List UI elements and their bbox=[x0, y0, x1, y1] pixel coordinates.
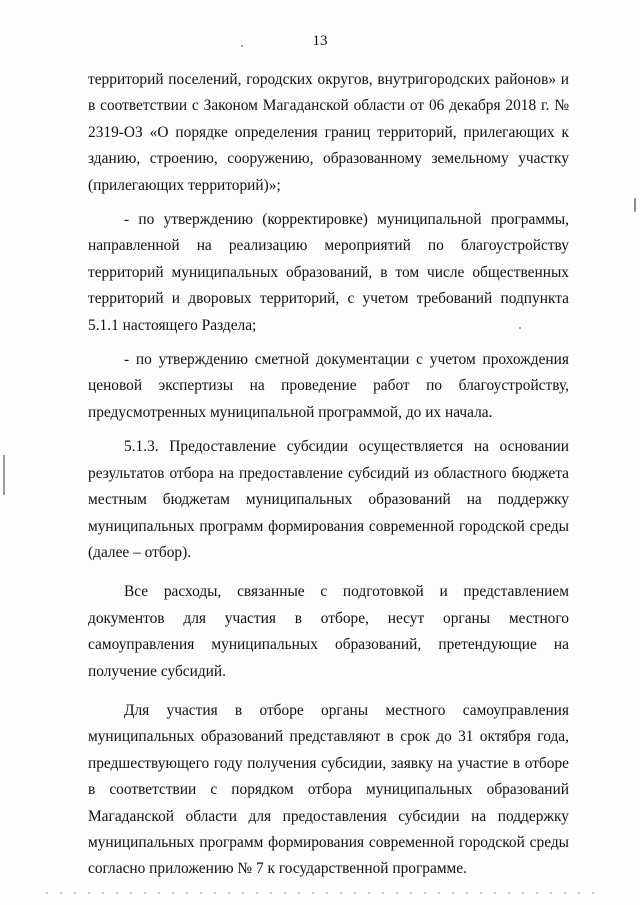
document-body bbox=[88, 67, 569, 883]
paragraph-5-1-3: 5.1.3. Предоставление субсидии осуществляется на основании результатов отбора на предоставление субсидий из областного бюджета местным бюджетам муниципальных образований на поддержку муниципальных программ формирования современной городской среды (далее – отбор). bbox=[88, 438, 569, 561]
scan-speck bbox=[241, 45, 243, 47]
page-number: 13 bbox=[312, 33, 328, 49]
paragraph-program-approval: - по утверждению (корректировке) муниципальной программы, направленной на реализацию мероприятий по благоустройству территорий муниципальных образований, в том числе общественных территорий и дворовых территорий, с учетом требований подпункта 5.1.1 настоящего Раздела; bbox=[88, 211, 569, 334]
scan-speck bbox=[634, 198, 636, 212]
paragraph-expenses: Все расходы, связанные с подготовкой и представлением документов для участия в отборе, несут органы местного самоуправления муниципальных образований, претендующие на получение субсидий. bbox=[88, 583, 569, 680]
scan-edge-mark bbox=[3, 455, 5, 495]
paragraph-application: Для участия в отборе органы местного самоуправления муниципальных образований представляют в срок до 31 октября года, предшествующего году получения субсидии, заявку на участие в отборе в соответствии с порядком отбора муниципальных образований Магаданской области для предоставления субсидии на поддержку муниципальных программ формирования современной городской среды согласно приложению № 7 к государственной программе. bbox=[88, 701, 569, 878]
paragraph-estimate-approval: - по утверждению сметной документации с учетом прохождения ценовой экспертизы на проведение работ по благоустройству, предусмотренных муниципальной программой, до их начала. bbox=[88, 351, 569, 421]
paragraph-continuation: территорий поселений, городских округов, внутригородских районов» и в соответствии с Законом Магаданской области от 06 декабря 2018 г. № 2319-ОЗ «О порядке определения границ территорий, прилегающих к зданию, строению, сооружению, образованному земельному участку (прилегающих территорий)»; bbox=[88, 71, 569, 194]
scan-bottom-noise bbox=[40, 892, 600, 894]
scan-speck bbox=[519, 327, 521, 329]
